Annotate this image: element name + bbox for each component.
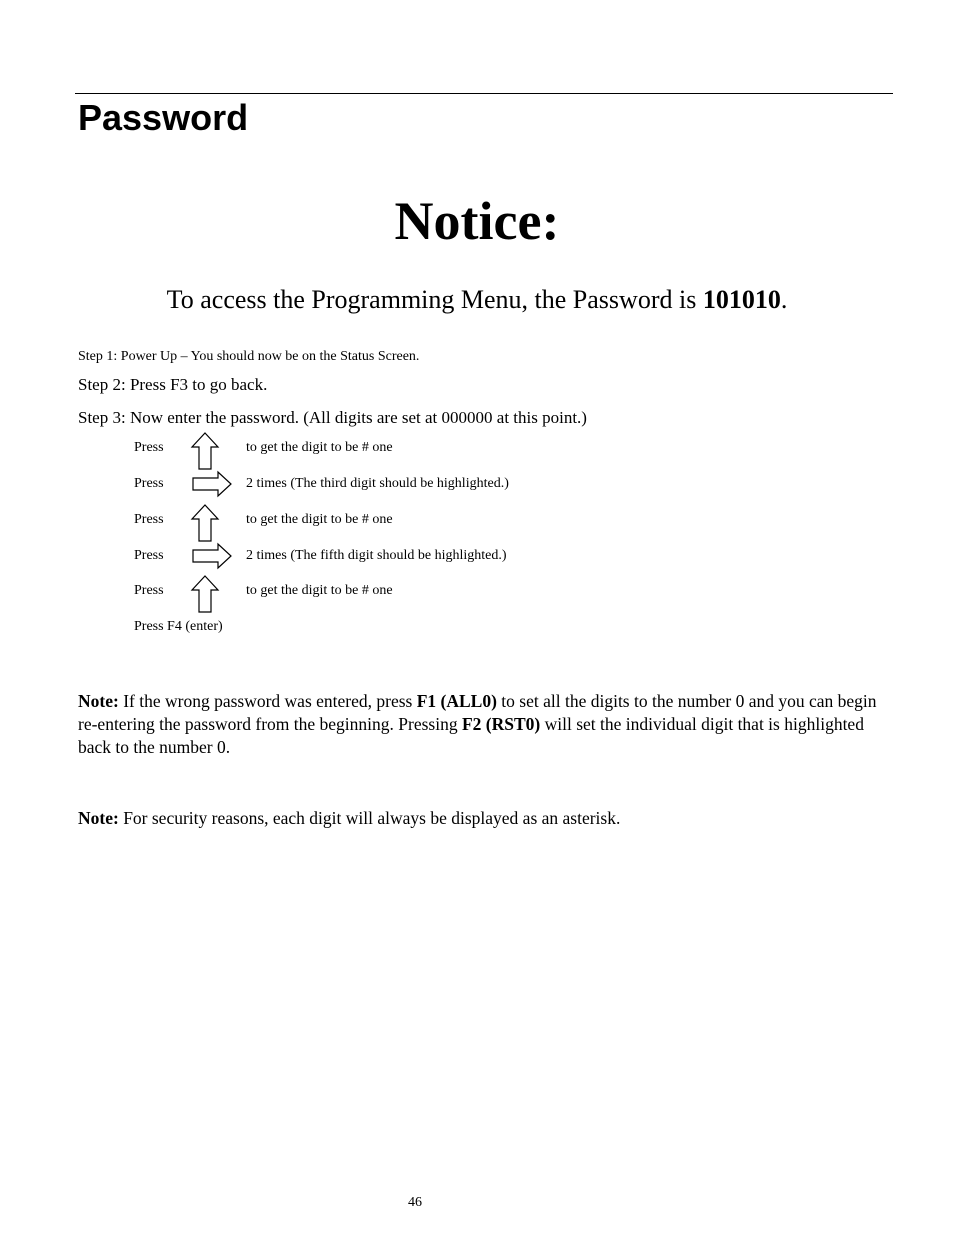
key-f1: F1 (ALL0) [416,691,497,711]
press-row-2 [134,474,734,510]
press-description: 2 times (The third digit should be highlighted.) [246,476,509,491]
section-title: Password [78,97,249,138]
up-arrow-icon [190,432,220,470]
note-text: For security reasons, each digit will always be displayed as an asterisk. [118,808,621,828]
press-row-5 [134,581,734,617]
step-1: Step 1: Power Up – You should now be on the Status Screen. [78,349,420,364]
press-description: 2 times (The fifth digit should be highlighted.) [246,548,507,563]
step-2: Step 2: Press F3 to go back. [78,375,268,394]
access-prefix: To access the Programming Menu, the Password is [166,285,703,314]
password-value: 101010 [702,285,781,314]
press-label: Press [134,476,164,491]
right-arrow-icon [192,468,232,500]
access-suffix: . [780,285,788,314]
right-arrow-icon [192,540,232,572]
press-description: to get the digit to be # one [246,512,393,527]
note-text: will set the individual digit that is highlighted back to the number 0. [78,714,864,757]
up-arrow-icon [190,504,220,542]
press-label: Press [134,512,164,527]
press-description: to get the digit to be # one [246,440,393,455]
key-f2: F2 (RST0) [461,714,541,734]
press-label: Press [134,583,164,598]
notice-title: Notice: [394,191,560,251]
note-text: If the wrong password was entered, press [118,691,417,711]
access-statement [0,282,954,318]
press-description: to get the digit to be # one [246,583,393,598]
note-label: Note: [78,808,119,828]
press-row-4 [134,546,734,582]
note-label: Note: [78,691,119,711]
press-label: Press [134,548,164,563]
note-security [78,807,893,830]
note-text: to set all the digits to the number 0 and you can begin re-entering the password from the beginning. Pressing [78,691,877,734]
press-label: Press [134,440,164,455]
step-3: Step 3: Now enter the password. (All digits are set at 000000 at this point.) [78,408,587,427]
up-arrow-icon [190,575,220,613]
header-rule [75,93,893,94]
page-number: 46 [408,1195,422,1210]
note-wrong-password [78,690,893,759]
press-f4-instruction: Press F4 (enter) [134,619,223,634]
